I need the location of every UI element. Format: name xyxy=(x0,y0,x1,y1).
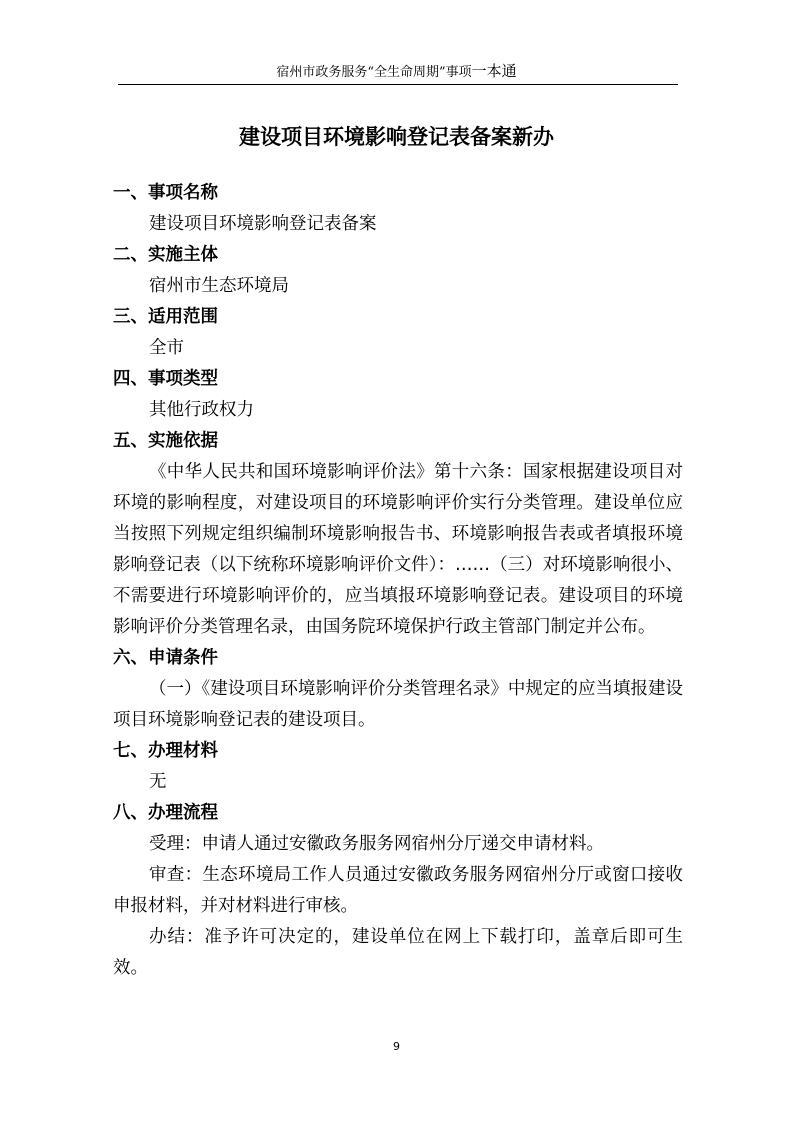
section-item-name xyxy=(113,178,683,240)
section-paragraph: 全市 xyxy=(149,338,184,358)
section-paragraph: 受理：申请人通过安徽政务服务网宿州分厅递交申请材料。 xyxy=(149,834,604,854)
section-paragraph: 办结：准予许可决定的，建设单位在网上下载打印，盖章后即可生效。 xyxy=(113,927,683,978)
section-heading: 六、申请条件 xyxy=(113,648,218,668)
section-item-type xyxy=(113,364,683,426)
section-heading: 四、事项类型 xyxy=(113,369,218,389)
section-legal-basis xyxy=(113,426,683,643)
section-paragraph: 《中华人民共和国环境影响评价法》第十六条：国家根据建设项目对环境的影响程度，对建设项目的环境影响评价实行分类管理。建设单位应当按照下列规定组织编制环境影响报告书、环境影响报告表或者填报环境影响登记表（以下统称环境影响评价文件）：……（三）对环境影响很小、不需要进行环境影响评价的，应当填报环境影响登记表。建设项目的环境影响评价分类管理名录，由国务院环境保护行政主管部门制定并公布。 xyxy=(113,462,683,637)
section-implementing-body xyxy=(113,240,683,302)
section-heading: 七、办理材料 xyxy=(113,741,218,761)
document-title: 建设项目环境影响登记表备案新办 xyxy=(239,125,554,149)
section-heading: 五、实施依据 xyxy=(113,431,218,451)
running-header-suffix: 一本通 xyxy=(471,62,517,80)
section-paragraph: 无 xyxy=(149,772,167,792)
section-materials xyxy=(113,736,683,798)
running-header xyxy=(0,62,793,82)
section-paragraph: 其他行政权力 xyxy=(149,400,254,420)
header-rule xyxy=(118,84,678,85)
section-heading: 一、事项名称 xyxy=(113,183,218,203)
section-heading: 八、办理流程 xyxy=(113,803,218,823)
running-header-prefix: 宿州市政务服务“全生命周期”事项 xyxy=(276,65,472,80)
section-paragraph: 审查：生态环境局工作人员通过安徽政务服务网宿州分厅或窗口接收申报材料，并对材料进行审核。 xyxy=(113,865,683,916)
section-process xyxy=(113,798,683,984)
section-paragraph: 宿州市生态环境局 xyxy=(149,276,289,296)
section-paragraph: （一）《建设项目环境影响评价分类管理名录》中规定的应当填报建设项目环境影响登记表的建设项目。 xyxy=(113,679,683,730)
section-paragraph: 建设项目环境影响登记表备案 xyxy=(149,214,377,234)
section-heading: 二、实施主体 xyxy=(113,245,218,265)
section-scope xyxy=(113,302,683,364)
document-body xyxy=(113,178,683,984)
page-number: 9 xyxy=(393,1040,400,1053)
section-conditions xyxy=(113,643,683,736)
section-heading: 三、适用范围 xyxy=(113,307,218,327)
